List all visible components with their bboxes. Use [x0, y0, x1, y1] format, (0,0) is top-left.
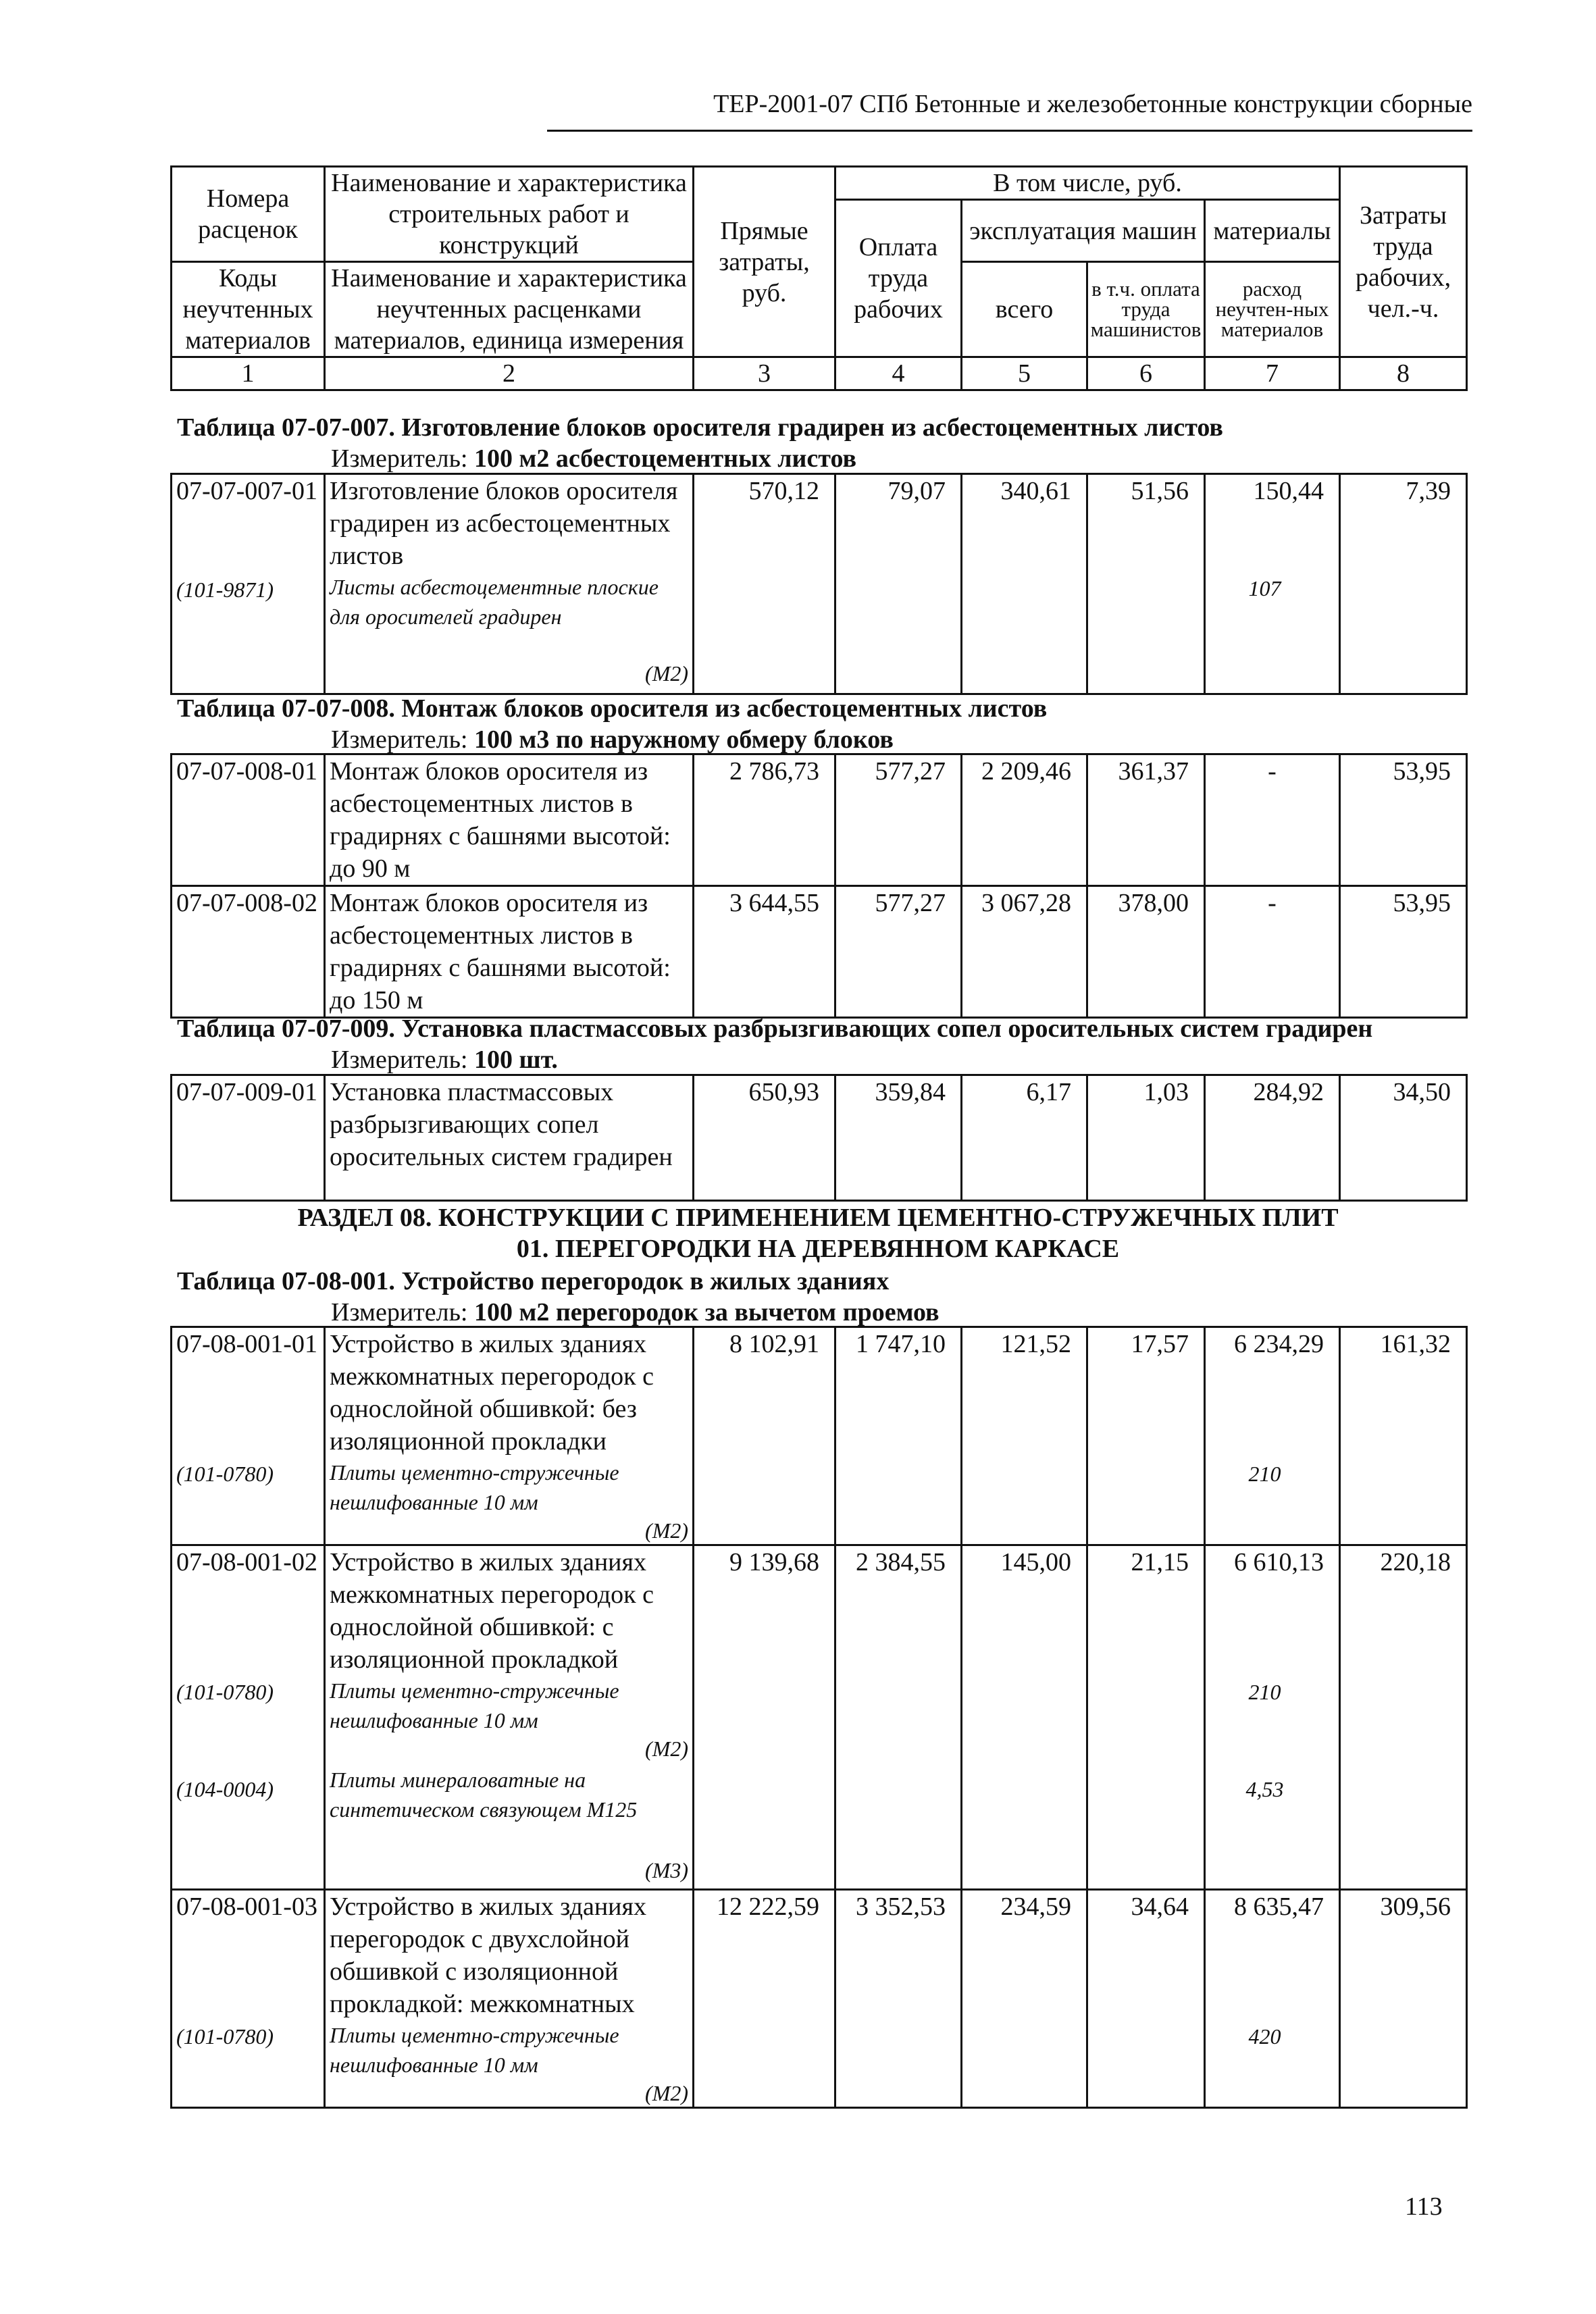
labor-pay: 79,07 — [835, 474, 962, 694]
rate-name-cell — [325, 1327, 694, 1545]
col-3: Прямые затраты, руб. — [694, 167, 835, 357]
machines-total: 6,17 — [962, 1075, 1087, 1201]
data-table-07-08-001 — [170, 1326, 1468, 2109]
rate-name: Монтаж блоков оросителя из асбестоцементных листов в градирнях с башнями высотой: до 90 м — [325, 754, 694, 886]
direct-costs: 3 644,55 — [694, 886, 835, 1018]
material-code: (101-0780) — [176, 1680, 274, 1704]
rate-code: 07-07-009-01 — [172, 1075, 325, 1201]
material-name: Плиты цементно-стружечные нешлифованные 10 мм — [330, 1678, 619, 1732]
labor-pay: 577,27 — [835, 754, 962, 886]
labor-hours: 53,95 — [1340, 886, 1467, 1018]
rate-code-cell — [172, 1545, 325, 1890]
table-row — [172, 1890, 1467, 2108]
material-unit: (М2) — [645, 661, 688, 686]
rate-code: 07-08-001-03 — [176, 1893, 317, 1921]
labor-hours: 7,39 — [1340, 474, 1467, 694]
material-qty: 107 — [1248, 576, 1281, 600]
rate-code-cell — [172, 1327, 325, 1545]
rate-name: Устройство в жилых зданиях межкомнатных перегородок с однослойной обшивкой: без изоляционной прокладки — [330, 1330, 654, 1456]
materials-cell — [1205, 474, 1340, 694]
caption-number: Таблица 07-08-001. — [177, 1267, 395, 1295]
measure-label: Измеритель: — [331, 1046, 468, 1074]
rate-name-cell — [325, 474, 694, 694]
caption-text: Изготовление блоков оросителя градирен из асбестоцементных листов — [401, 413, 1223, 442]
col-num-8: 8 — [1340, 357, 1467, 390]
material-code: (101-0780) — [176, 1462, 274, 1486]
materials-value: - — [1205, 886, 1340, 1018]
col-num-7: 7 — [1205, 357, 1340, 390]
col-7: расход неучтен-ных материалов — [1205, 262, 1340, 357]
col-materials-header: материалы — [1205, 200, 1340, 262]
col-2-top: Наименование и характеристика строительных работ и конструкций — [325, 167, 694, 262]
machines-total: 3 067,28 — [962, 886, 1087, 1018]
materials-value: 150,44 — [1253, 477, 1324, 505]
labor-hours: 34,50 — [1340, 1075, 1467, 1201]
rate-code-cell — [172, 1890, 325, 2108]
material-code: (101-9871) — [176, 577, 274, 602]
machines-total: 121,52 — [962, 1327, 1087, 1545]
materials-value: 6 234,29 — [1234, 1330, 1324, 1358]
material-unit: (М2) — [645, 2081, 688, 2105]
data-table-07-07-009 — [170, 1074, 1468, 1202]
table-row — [172, 886, 1467, 1018]
col-num-4: 4 — [835, 357, 962, 390]
rate-name: Устройство в жилых зданиях перегородок с двухслойной обшивкой с изоляционной прокладкой: межкомнатных — [330, 1893, 646, 2018]
material-unit: (М2) — [645, 1518, 688, 1543]
header-rule — [547, 130, 1472, 132]
material-qty: 420 — [1248, 2024, 1281, 2049]
machinists-pay: 21,15 — [1087, 1545, 1205, 1890]
page-number: 113 — [1405, 2192, 1443, 2221]
labor-hours: 161,32 — [1340, 1327, 1467, 1545]
measure-value: 100 м3 по наружному обмеру блоков — [474, 725, 894, 754]
material-qty: 4,53 — [1245, 1777, 1284, 1801]
machinists-pay: 361,37 — [1087, 754, 1205, 886]
measure-label: Измеритель: — [331, 444, 468, 473]
rate-code: 07-08-001-02 — [176, 1548, 317, 1576]
column-header-table — [170, 165, 1468, 391]
measure-07-07-007 — [331, 443, 856, 474]
col-num-1: 1 — [172, 357, 325, 390]
machinists-pay: 378,00 — [1087, 886, 1205, 1018]
caption-text: Установка пластмассовых разбрызгивающих сопел оросительных систем градирен — [401, 1014, 1373, 1043]
labor-pay: 3 352,53 — [835, 1890, 962, 2108]
labor-pay: 577,27 — [835, 886, 962, 1018]
rate-name: Устройство в жилых зданиях межкомнатных перегородок с однослойной обшивкой: с изоляционной прокладкой — [330, 1548, 654, 1674]
rate-code: 07-07-007-01 — [176, 477, 317, 505]
data-table-07-07-008 — [170, 753, 1468, 1019]
col-6: в т.ч. оплата труда машинистов — [1087, 262, 1205, 357]
col-num-3: 3 — [694, 357, 835, 390]
material-name: Плиты минераловатные на синтетическом связующем М125 — [330, 1768, 638, 1822]
measure-07-08-001 — [331, 1297, 939, 1328]
table-row — [172, 1545, 1467, 1890]
labor-hours: 53,95 — [1340, 754, 1467, 886]
direct-costs: 650,93 — [694, 1075, 835, 1201]
rate-code-cell — [172, 474, 325, 694]
measure-value: 100 м2 асбестоцементных листов — [474, 444, 857, 473]
labor-hours: 309,56 — [1340, 1890, 1467, 2108]
rate-name-cell — [325, 1890, 694, 2108]
machines-total: 234,59 — [962, 1890, 1087, 2108]
labor-pay: 1 747,10 — [835, 1327, 962, 1545]
col-machines-header: эксплуатация машин — [962, 200, 1205, 262]
col-num-6: 6 — [1087, 357, 1205, 390]
labor-hours: 220,18 — [1340, 1545, 1467, 1890]
labor-pay: 359,84 — [835, 1075, 962, 1201]
table-caption-07-08-001 — [177, 1266, 889, 1297]
col-5: всего — [962, 262, 1087, 357]
col-4: Оплата труда рабочих — [835, 200, 962, 357]
measure-label: Измеритель: — [331, 725, 468, 754]
col-2-bottom: Наименование и характеристика неучтенных расценками материалов, единица измерения — [325, 262, 694, 357]
measure-07-07-009 — [331, 1044, 558, 1075]
measure-value: 100 шт. — [474, 1046, 558, 1074]
materials-value: 8 635,47 — [1234, 1893, 1324, 1921]
caption-text: Монтаж блоков оросителя из асбестоцементных листов — [401, 694, 1048, 723]
rate-name: Установка пластмассовых разбрызгивающих сопел оросительных систем градирен — [325, 1075, 694, 1201]
direct-costs: 8 102,91 — [694, 1327, 835, 1545]
col-num-2: 2 — [325, 357, 694, 390]
labor-pay: 2 384,55 — [835, 1545, 962, 1890]
material-name: Листы асбестоцементные плоские для оросителей градирен — [330, 575, 659, 629]
table-row — [172, 754, 1467, 886]
col-1-top: Номера расценок — [172, 167, 325, 262]
machinists-pay: 17,57 — [1087, 1327, 1205, 1545]
rate-name: Монтаж блоков оросителя из асбестоцементных листов в градирнях с башнями высотой: до 150 м — [325, 886, 694, 1018]
machinists-pay: 1,03 — [1087, 1075, 1205, 1201]
material-unit: (М3) — [645, 1858, 688, 1882]
material-code: (101-0780) — [176, 2024, 274, 2049]
machinists-pay: 51,56 — [1087, 474, 1205, 694]
material-name: Плиты цементно-стружечные нешлифованные 10 мм — [330, 1460, 619, 1514]
direct-costs: 9 139,68 — [694, 1545, 835, 1890]
materials-value: - — [1205, 754, 1340, 886]
caption-text: Устройство перегородок в жилых зданиях — [401, 1267, 890, 1295]
materials-cell — [1205, 1545, 1340, 1890]
subsection-title: 01. ПЕРЕГОРОДКИ НА ДЕРЕВЯННОМ КАРКАСЕ — [516, 1235, 1120, 1263]
machines-total: 145,00 — [962, 1545, 1087, 1890]
caption-number: Таблица 07-07-008. — [177, 694, 395, 723]
table-caption-07-07-007 — [177, 412, 1223, 443]
materials-cell — [1205, 1327, 1340, 1545]
measure-value: 100 м2 перегородок за вычетом проемов — [474, 1298, 939, 1327]
materials-value: 6 610,13 — [1234, 1548, 1324, 1576]
caption-number: Таблица 07-07-009. — [177, 1014, 395, 1043]
material-unit: (М2) — [645, 1737, 688, 1761]
data-table-07-07-007 — [170, 473, 1468, 695]
direct-costs: 12 222,59 — [694, 1890, 835, 2108]
col-1-bottom: Коды неучтенных материалов — [172, 262, 325, 357]
rate-code: 07-08-001-01 — [176, 1330, 317, 1358]
materials-cell — [1205, 1890, 1340, 2108]
rate-code: 07-07-008-01 — [172, 754, 325, 886]
material-name: Плиты цементно-стружечные нешлифованные 10 мм — [330, 2023, 619, 2077]
table-row — [172, 1075, 1467, 1201]
machinists-pay: 34,64 — [1087, 1890, 1205, 2108]
material-code: (104-0004) — [176, 1777, 274, 1801]
direct-costs: 2 786,73 — [694, 754, 835, 886]
rate-name: Изготовление блоков оросителя градирен из асбестоцементных листов — [330, 477, 678, 570]
rate-code: 07-07-008-02 — [172, 886, 325, 1018]
measure-07-07-008 — [331, 724, 894, 755]
materials-value: 284,92 — [1205, 1075, 1340, 1201]
running-header: ТЕР-2001-07 СПб Бетонные и железобетонные конструкции сборные — [713, 90, 1472, 118]
col-num-5: 5 — [962, 357, 1087, 390]
table-row — [172, 1327, 1467, 1545]
measure-label: Измеритель: — [331, 1298, 468, 1327]
machines-total: 2 209,46 — [962, 754, 1087, 886]
section-title: РАЗДЕЛ 08. КОНСТРУКЦИИ С ПРИМЕНЕНИЕМ ЦЕМЕНТНО-СТРУЖЕЧНЫХ ПЛИТ — [297, 1204, 1339, 1232]
direct-costs: 570,12 — [694, 474, 835, 694]
rate-name-cell — [325, 1545, 694, 1890]
table-caption-07-07-009 — [177, 1013, 1372, 1044]
caption-number: Таблица 07-07-007. — [177, 413, 395, 442]
col-8: Затраты труда рабочих, чел.-ч. — [1340, 167, 1467, 357]
col-group-header: В том числе, руб. — [835, 167, 1340, 200]
machines-total: 340,61 — [962, 474, 1087, 694]
table-caption-07-07-008 — [177, 693, 1047, 724]
material-qty: 210 — [1248, 1462, 1281, 1486]
material-qty: 210 — [1248, 1680, 1281, 1704]
